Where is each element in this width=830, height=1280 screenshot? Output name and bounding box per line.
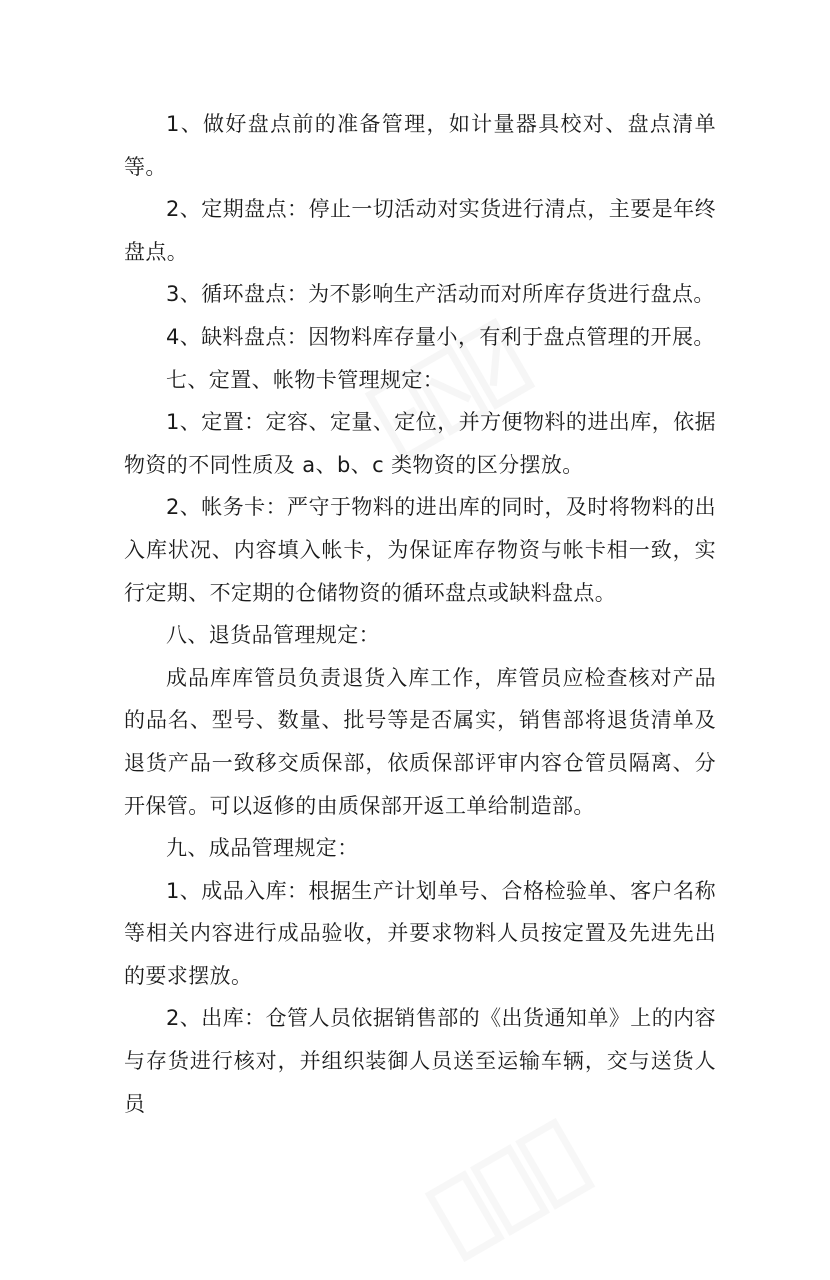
paragraph-placement: 1、定置：定容、定量、定位，并方便物料的进出库，依据物资的不同性质及 a、b、c 类物资的区分摆放。 <box>124 410 716 477</box>
paragraph-returns: 成品库库管员负责退货入库工作，库管员应检查核对产品的品名、型号、数量、批号等是否属实，销售部将退货清单及退货产品一致移交质保部，依质保部评审内容仓管员隔离、分开保管。可以返修的由质保部开返工单给制造部。 <box>124 665 716 818</box>
section-heading-9: 九、成品管理规定： <box>166 836 359 861</box>
paragraph-product-inbound: 1、成品入库：根据生产计划单号、合格检验单、客户名称等相关内容进行成品验收，并要求物料人员按定置及先进先出的要求摆放。 <box>124 878 716 988</box>
paragraph-account-card: 2、帐务卡：严守于物料的进出库的同时，及时将物料的出入库状况、内容填入帐卡，为保证库存物资与帐卡相一致，实行定期、不定期的仓储物资的循环盘点或缺料盘点。 <box>124 495 716 605</box>
section-heading-8: 八、退货品管理规定： <box>166 623 380 648</box>
paragraph-cycle-count: 3、循环盘点：为不影响生产活动而对所库存货进行盘点。 <box>166 282 715 307</box>
paragraph-product-outbound: 2、出库：仓管人员依据销售部的《出货通知单》上的内容与存货进行核对，并组织装御人员送至运输车辆，交与送货人员 <box>124 1006 716 1116</box>
document-body <box>124 103 716 1125</box>
paragraph-inventory-prep: 1、做好盘点前的准备管理，如计量器具校对、盘点清单等。 <box>124 112 716 179</box>
paragraph-shortage-count: 4、缺料盘点：因物料库存量小，有利于盘点管理的开展。 <box>166 324 715 349</box>
paragraph-periodic-count: 2、定期盘点：停止一切活动对实货进行清点，主要是年终盘点。 <box>124 197 716 264</box>
watermark-logo <box>420 1100 600 1280</box>
section-heading-7: 七、定置、帐物卡管理规定： <box>166 367 445 392</box>
